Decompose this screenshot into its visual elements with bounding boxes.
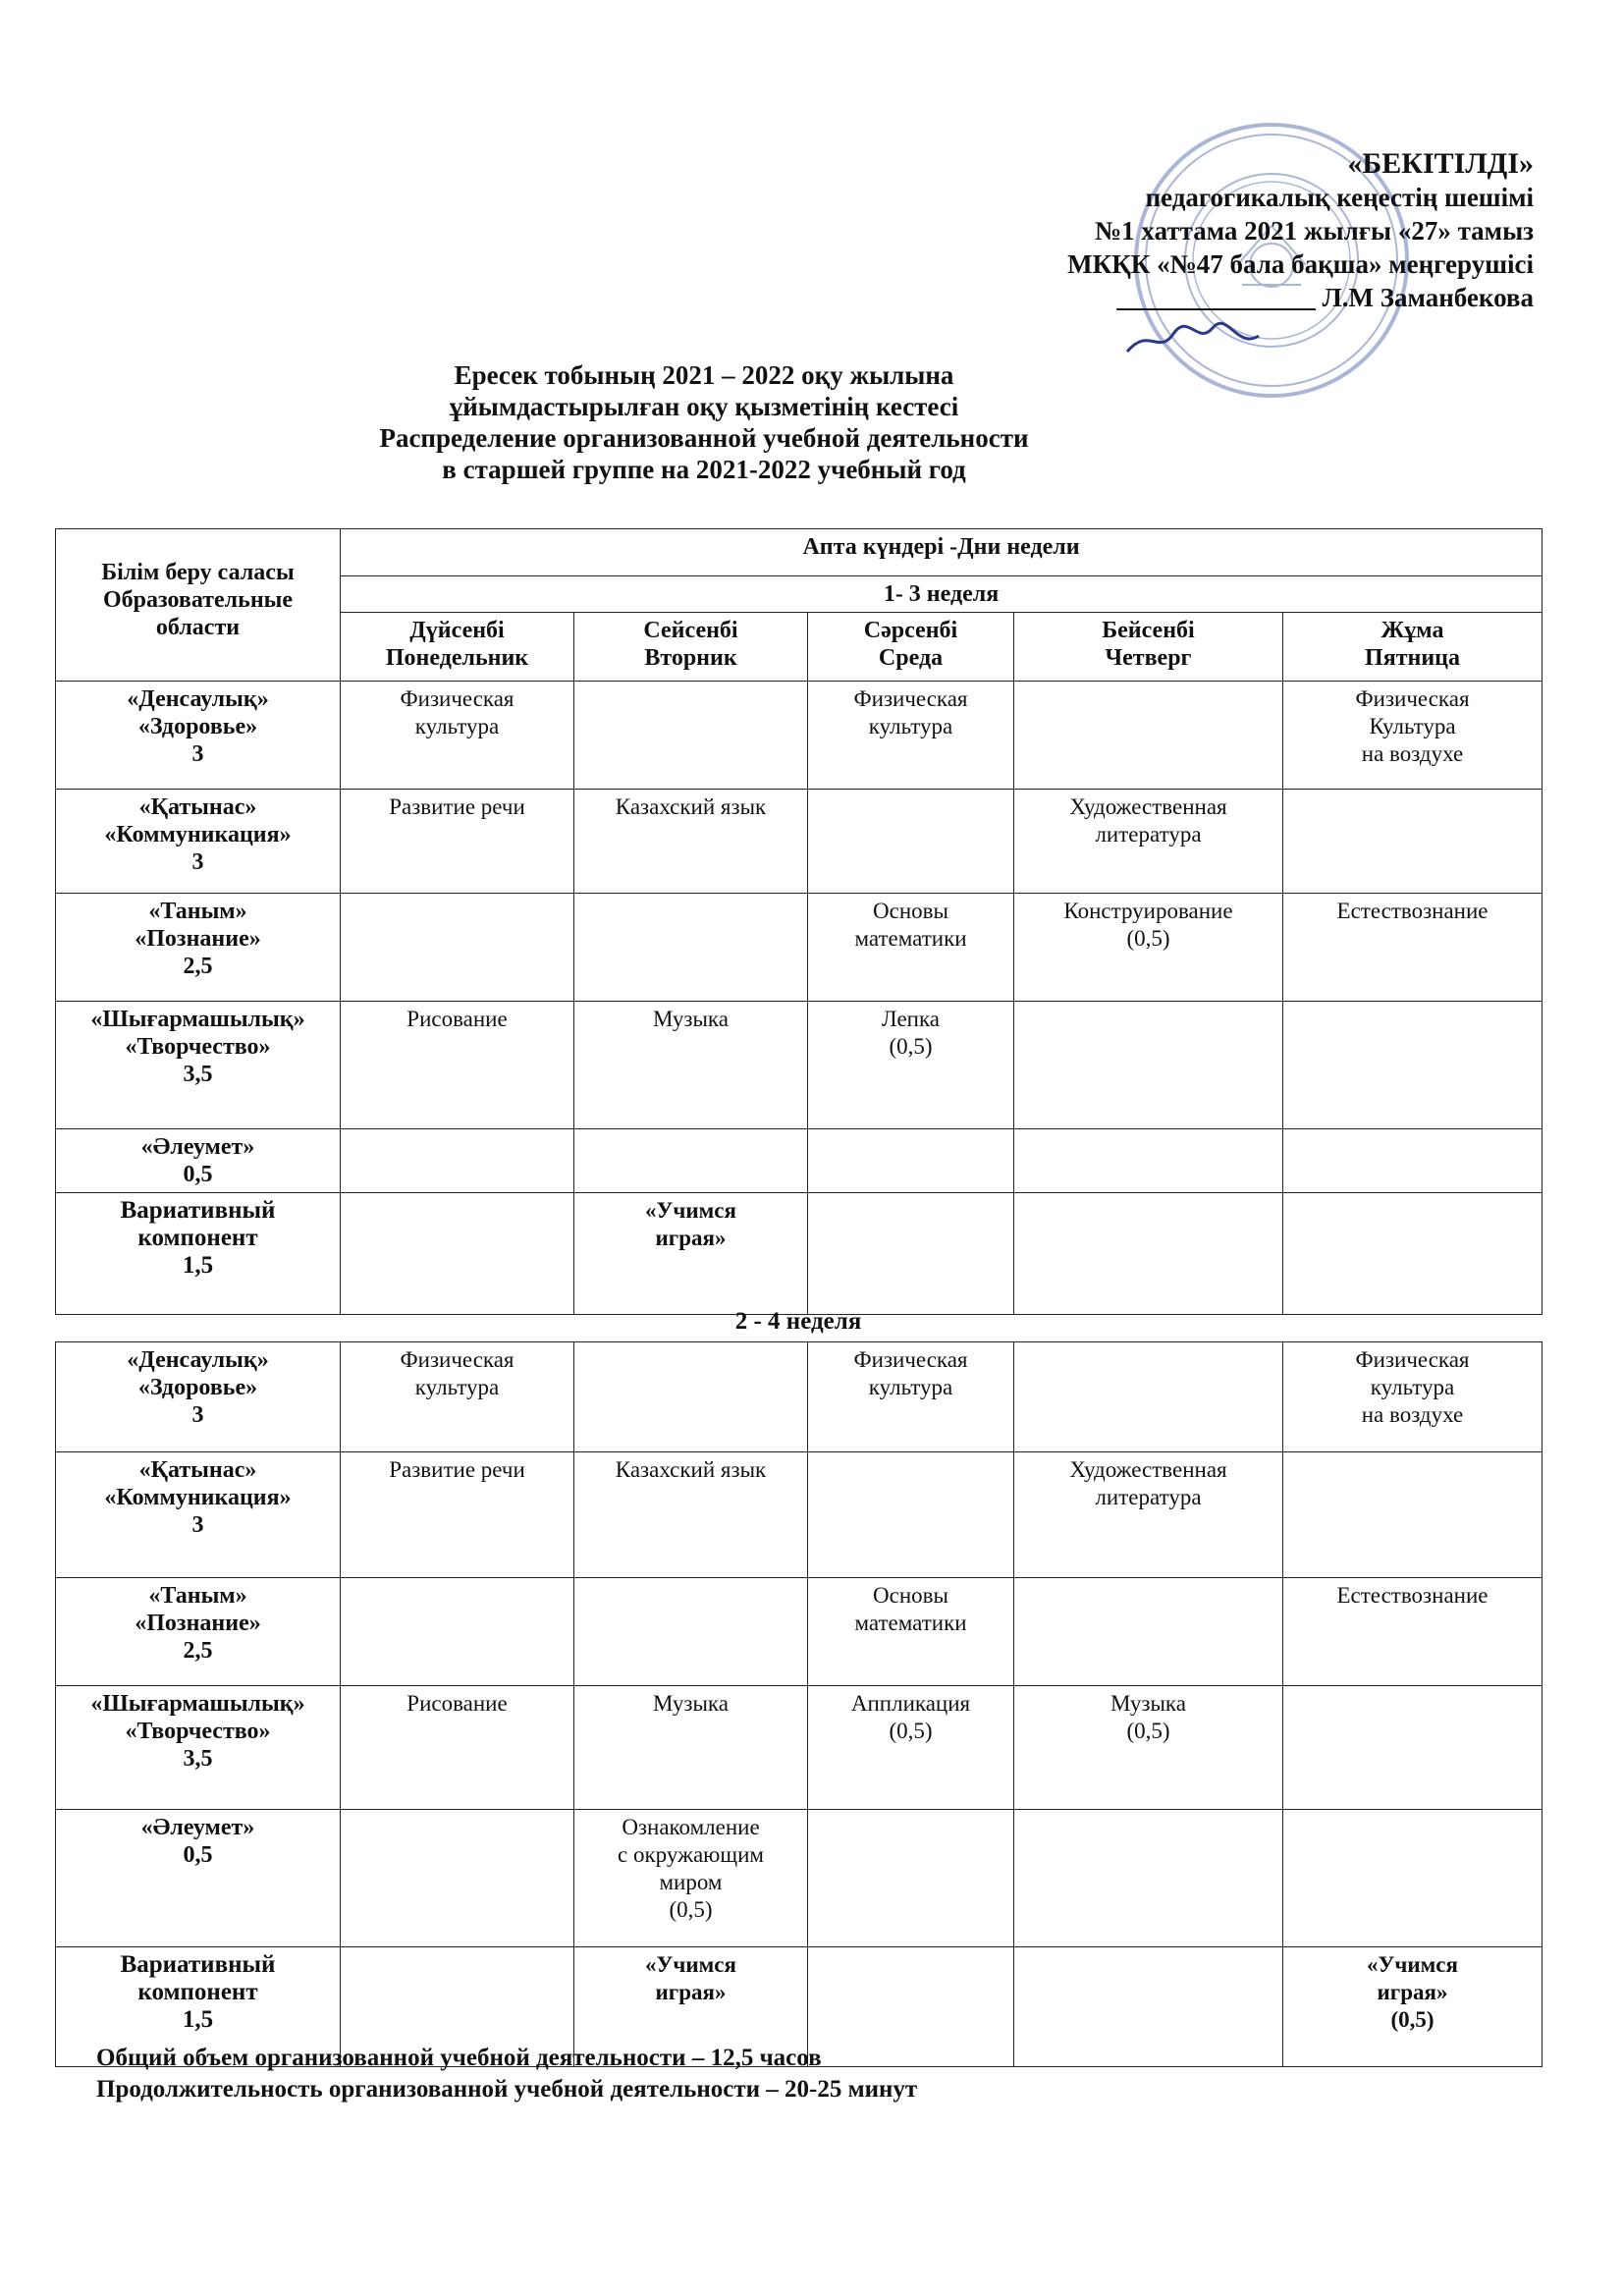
area-cell: Вариативный компонент 1,5 [56,1947,341,2067]
schedule-cell [808,790,1014,894]
schedule-cell [1014,1342,1283,1452]
day-wednesday: Сәрсенбі Среда [808,613,1014,682]
schedule-cell [1283,1193,1543,1315]
schedule-cell [341,1193,574,1315]
duration-note: Продолжительность организованной учебной деятельности – 20-25 минут [96,2076,918,2103]
schedule-cell [574,1578,808,1686]
schedule-cell: Художественная литература [1014,1452,1283,1578]
table-row [56,1193,1543,1315]
week-label-1-3: 1- 3 неделя [341,576,1543,613]
schedule-cell: «Учимся играя» (0,5) [1283,1947,1543,2067]
area-cell: «Денсаулық» «Здоровье» 3 [56,682,341,790]
schedule-cell: «Учимся играя» [574,1947,808,2067]
table-row [56,682,1543,790]
schedule-cell: Физическая культура [808,1342,1014,1452]
approval-block [846,147,1534,314]
area-cell: Вариативный компонент 1,5 [56,1193,341,1315]
schedule-cell: Естествознание [1283,894,1543,1002]
table-row [56,1452,1543,1578]
schedule-cell [341,1578,574,1686]
schedule-cell [341,1810,574,1947]
area-cell: «Таным» «Познание» 2,5 [56,1578,341,1686]
table-row [56,1578,1543,1686]
area-cell: «Әлеумет» 0,5 [56,1129,341,1193]
schedule-cell [1283,1129,1543,1193]
table-row [56,1686,1543,1810]
schedule-cell [1014,1002,1283,1129]
schedule-table-week-1-3 [55,528,1543,1315]
schedule-cell: Физическая культура [341,682,574,790]
schedule-cell: Физическая культура [808,682,1014,790]
schedule-cell: Казахский язык [574,790,808,894]
schedule-cell: Развитие речи [341,790,574,894]
schedule-cell [808,1193,1014,1315]
schedule-cell [1014,1810,1283,1947]
area-cell: «Шығармашылық» «Творчество» 3,5 [56,1686,341,1810]
area-cell: «Таным» «Познание» 2,5 [56,894,341,1002]
schedule-cell [1283,1810,1543,1947]
footer-notes [96,2043,917,2105]
table-row [56,1129,1543,1193]
approval-head-name: _______________ Л.М Заманбекова [1116,283,1534,312]
schedule-cell [1014,1129,1283,1193]
area-cell: «Шығармашылық» «Творчество» 3,5 [56,1002,341,1129]
days-header: Апта күндері -Дни недели [341,529,1543,576]
schedule-cell [1014,682,1283,790]
approval-protocol: №1 хаттама 2021 жылғы «27» тамыз [1095,216,1534,246]
schedule-cell: Основы математики [808,1578,1014,1686]
schedule-cell: Казахский язык [574,1452,808,1578]
title-line-2: ұйымдастырылған оқу қызметінің кестесі [449,392,959,421]
schedule-cell [574,682,808,790]
schedule-cell [574,1129,808,1193]
schedule-cell [1283,1686,1543,1810]
schedule-cell: Аппликация (0,5) [808,1686,1014,1810]
schedule-cell: Музыка [574,1686,808,1810]
schedule-cell [1283,790,1543,894]
approval-title: «БЕКІТІЛДІ» [1347,147,1534,180]
day-friday: Жұма Пятница [1283,613,1543,682]
approval-council-decision: педагогикалық кеңестің шешімі [1145,183,1534,212]
table-row [56,1342,1543,1452]
schedule-cell [1283,1002,1543,1129]
schedule-cell [1014,1193,1283,1315]
areas-header: Білім беру саласы Образовательные области [56,529,341,682]
day-thursday: Бейсенбі Четверг [1014,613,1283,682]
schedule-cell [808,1452,1014,1578]
schedule-cell: Основы математики [808,894,1014,1002]
schedule-cell: Естествознание [1283,1578,1543,1686]
schedule-cell: Физическая культура на воздухе [1283,1342,1543,1452]
schedule-cell: Конструирование (0,5) [1014,894,1283,1002]
schedule-cell [1014,1578,1283,1686]
schedule-cell [574,894,808,1002]
schedule-cell: Рисование [341,1002,574,1129]
signature-icon [1119,316,1267,359]
schedule-cell [808,1129,1014,1193]
table-row [56,1810,1543,1947]
schedule-cell [808,1810,1014,1947]
schedule-cell: Лепка (0,5) [808,1002,1014,1129]
schedule-cell: Музыка [574,1002,808,1129]
table-row [56,894,1543,1002]
schedule-cell [1283,1452,1543,1578]
schedule-cell: Рисование [341,1686,574,1810]
area-cell: «Денсаулық» «Здоровье» 3 [56,1342,341,1452]
schedule-cell: Развитие речи [341,1452,574,1578]
area-cell: «Қатынас» «Коммуникация» 3 [56,790,341,894]
day-monday: Дүйсенбі Понедельник [341,613,574,682]
schedule-cell [341,1129,574,1193]
title-line-1: Ересек тобының 2021 – 2022 оқу жылына [454,360,954,390]
schedule-cell: Физическая культура [341,1342,574,1452]
schedule-cell: «Учимся играя» [574,1193,808,1315]
week-label-2-4: 2 - 4 неделя [734,1308,862,1335]
schedule-cell [341,894,574,1002]
total-volume-note: Общий объем организованной учебной деятельности – 12,5 часов [96,2045,822,2071]
schedule-cell [574,1342,808,1452]
title-line-3: Распределение организованной учебной деятельности [379,423,1029,453]
table-row [56,790,1543,894]
day-tuesday: Сейсенбі Вторник [574,613,808,682]
approval-head-position: МКҚК «№47 бала бақша» меңгерушісі [1067,249,1534,279]
schedule-cell: Художественная литература [1014,790,1283,894]
schedule-table-week-2-4 [55,1341,1543,2067]
schedule-cell: Ознакомление с окружающим миром (0,5) [574,1810,808,1947]
table-row [56,1002,1543,1129]
schedule-cell: Физическая Культура на воздухе [1283,682,1543,790]
area-cell: «Әлеумет» 0,5 [56,1810,341,1947]
document-title [0,359,1624,485]
title-line-4: в старшей группе на 2021-2022 учебный год [442,455,966,484]
area-cell: «Қатынас» «Коммуникация» 3 [56,1452,341,1578]
schedule-cell: Музыка (0,5) [1014,1686,1283,1810]
schedule-cell [1014,1947,1283,2067]
